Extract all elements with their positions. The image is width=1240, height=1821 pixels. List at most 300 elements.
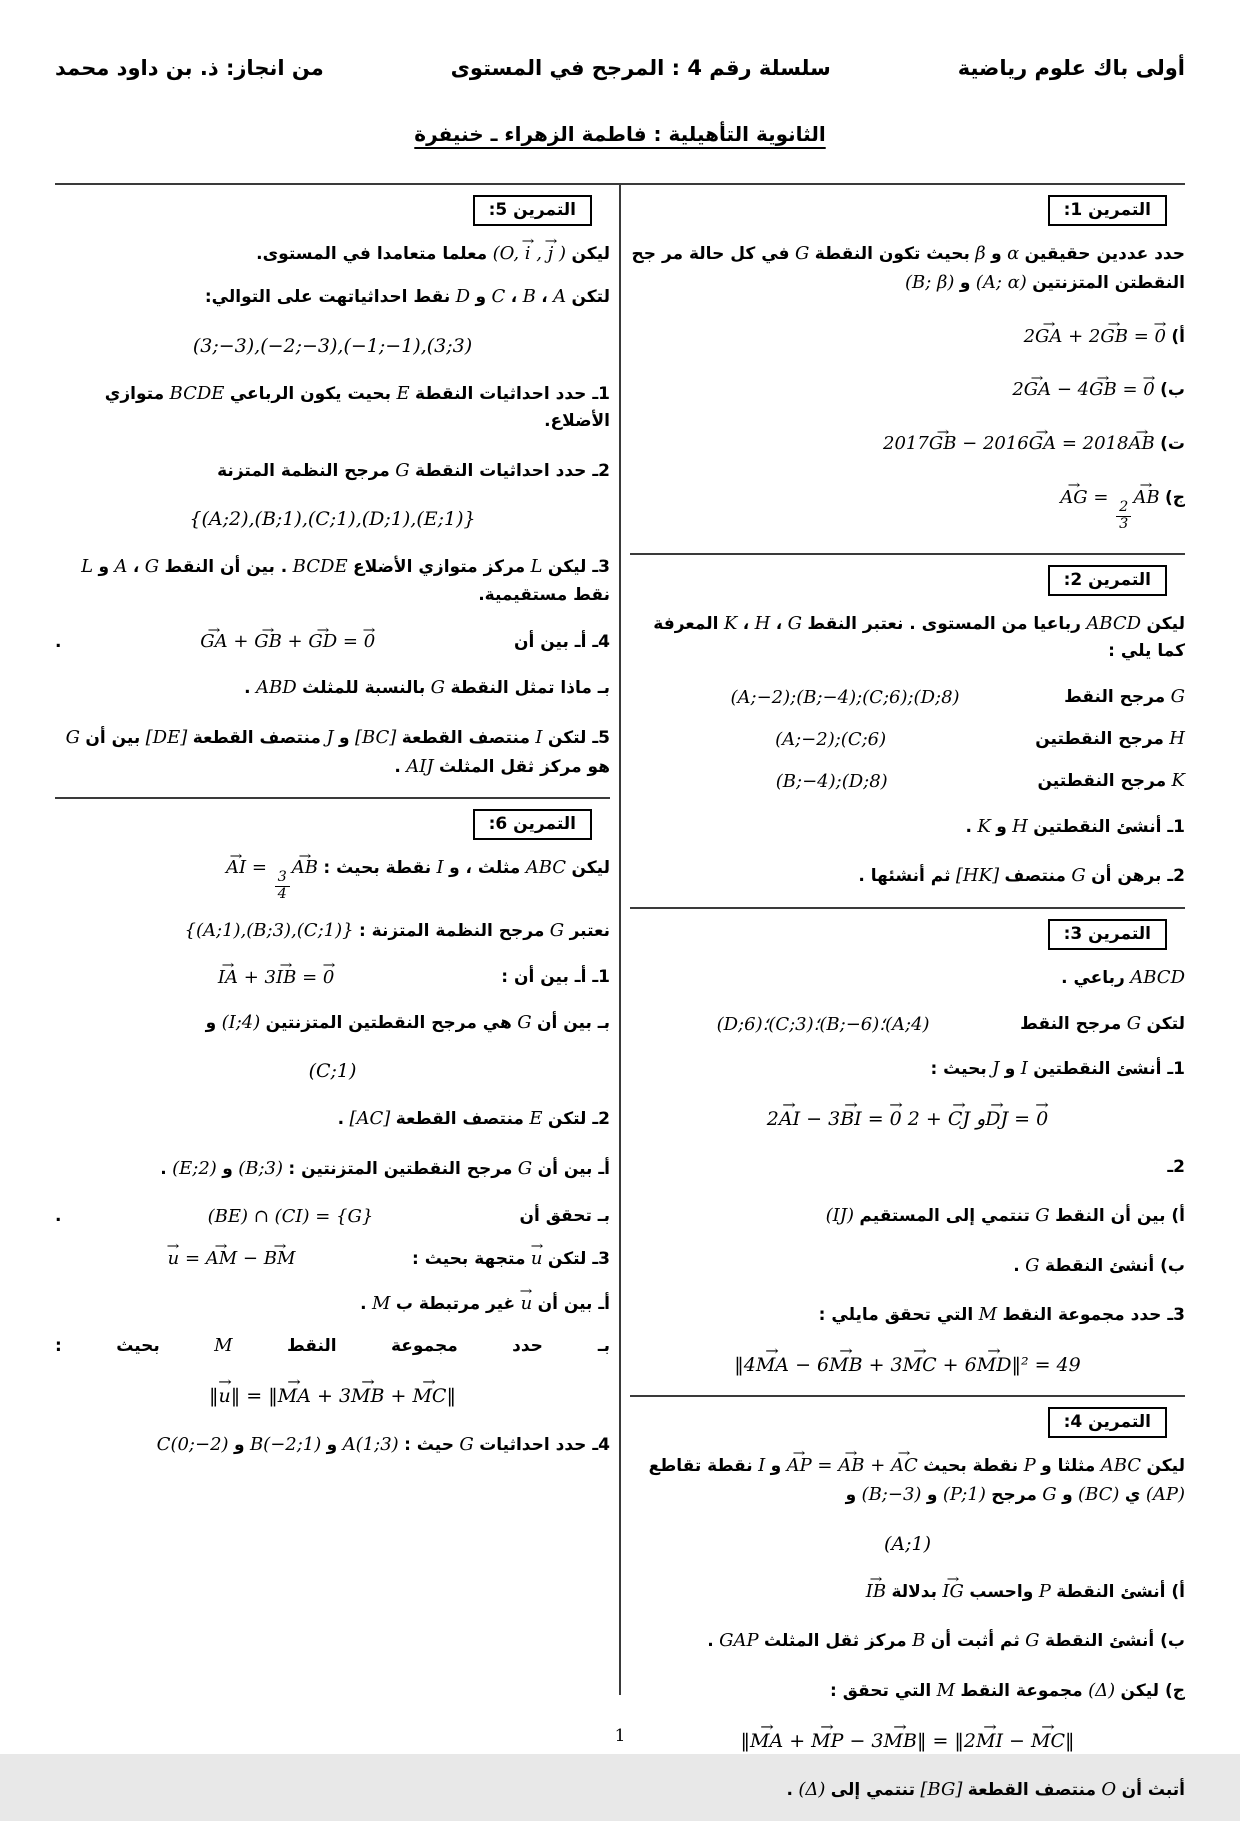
math-expression: ‖→ u‖ = ‖→ MA + 3→ MB + → MC‖: [209, 1385, 456, 1407]
arabic-text: بالنسبة للمثلث: [302, 678, 426, 699]
math-expression: B: [522, 285, 536, 307]
arabic-text: ليكن: [1146, 1456, 1185, 1477]
exercise-line: [630, 1247, 1185, 1281]
math-expression: I: [1020, 1057, 1028, 1079]
math-expression: G: [517, 1011, 532, 1033]
arabic-text: .: [1013, 1255, 1020, 1276]
vector-term: → MA: [756, 1355, 789, 1377]
arabic-text: هي مرجح النقطتين المتزنتين: [265, 1012, 512, 1033]
arabic-text: منتصف القطعة: [401, 727, 530, 748]
arabic-text: 1ـ حدد احداثيات النقطة: [415, 383, 610, 404]
arabic-text: نقط مستقيمية.: [478, 585, 610, 606]
vector-term: → 0: [1155, 327, 1166, 348]
arabic-text: ،: [541, 286, 548, 307]
math-expression: B: [912, 1630, 926, 1652]
formula-line: [630, 1102, 1185, 1131]
arabic-text: 3ـ لتكن: [547, 1248, 610, 1269]
math-expression: α: [1007, 243, 1020, 264]
exercise-line: [630, 1050, 1185, 1084]
arabic-text: 2ـ برهن أن: [1091, 866, 1185, 887]
math-expression: [866, 1581, 886, 1602]
exercise-line: [630, 1672, 1185, 1706]
math-expression: (A;−2);(B;−4);(C;6);(D;8): [730, 686, 960, 708]
arabic-text: ثم أنشئها .: [858, 866, 951, 887]
arabic-text: و: [338, 727, 350, 748]
exercise-line: [55, 235, 610, 269]
math-expression: (BE) ∩ (CI) = {G}: [207, 1205, 374, 1227]
arabic-text: بـ تحقق أن: [519, 1205, 610, 1226]
arabic-text: .: [786, 1779, 793, 1800]
arabic-text: نقطة بحيث: [923, 1456, 1019, 1477]
math-expression: G: [65, 726, 80, 748]
math-expression: J: [326, 726, 334, 748]
exercise-line: [55, 375, 610, 436]
formula-label: [514, 632, 610, 652]
vector-term: → DJ: [985, 1109, 1008, 1131]
fraction-numerator: 3: [275, 870, 290, 887]
vector-term: → MC: [412, 1386, 446, 1408]
vector-term: → AB: [838, 1456, 864, 1477]
vector-term: → GB: [254, 632, 282, 653]
arabic-text: .: [160, 1159, 167, 1180]
arabic-text: بـ حدد: [512, 1336, 611, 1357]
arabic-text: متجهة بحيث :: [412, 1248, 526, 1269]
arabic-text: .: [707, 1631, 714, 1652]
math-expression: 2→ AI − 3→ BI = → 0 و → CJ + 2 → DJ = → 0: [767, 1108, 1048, 1130]
math-expression: G: [1042, 1483, 1057, 1505]
arabic-text: و: [926, 1484, 938, 1505]
math-expression: (A;1): [883, 1532, 932, 1555]
math-expression: M: [371, 1292, 391, 1314]
arabic-text: نعتبر: [569, 921, 610, 942]
arabic-text: ب) أنشئ النقطة: [1044, 1631, 1185, 1652]
arabic-text: أـ بين أن: [537, 1159, 610, 1180]
vector-term: → GB: [1089, 380, 1117, 401]
math-expression: ABD: [256, 677, 297, 699]
exercise-line: [630, 1573, 1185, 1607]
math-expression: L: [530, 556, 543, 578]
math-expression: [BG]: [920, 1778, 963, 1800]
math-expression: G: [549, 920, 565, 942]
arabic-text: 1ـ أنشئ النقطتين: [1033, 1058, 1185, 1079]
arabic-text: .: [55, 1205, 62, 1226]
page-header: [55, 56, 1185, 80]
vector-term: → AC: [891, 1456, 918, 1477]
arabic-text: .: [965, 816, 972, 837]
arabic-text: تنتمي إلى: [830, 1779, 915, 1800]
math-expression: {(A;2),(B;1),(C;1),(D;1),(E;1)}: [189, 508, 476, 531]
vector-term: → GD: [308, 632, 337, 653]
math-expression: G: [459, 1434, 474, 1456]
exercise-line: [630, 371, 1185, 405]
exercise-line: [630, 605, 1185, 666]
arabic-text: .: [244, 678, 251, 699]
arabic-text: و: [1062, 1484, 1073, 1505]
arabic-text: هو مركز ثقل المثلث: [438, 756, 610, 777]
math-expression: G: [1025, 1254, 1040, 1276]
math-expression: (A;−2);(C;6): [775, 728, 887, 750]
math-expression: (BC): [1078, 1483, 1120, 1505]
vector-term: → AB: [1129, 434, 1155, 455]
formula-tail: [55, 1206, 61, 1226]
math-expression: A: [114, 556, 128, 578]
arabic-text: متوازي الأضلاع.: [104, 383, 610, 432]
arabic-text: و: [326, 1435, 338, 1456]
header-author: من انجاز: ذ. بن داود محمد: [55, 56, 324, 80]
arabic-text: و: [996, 816, 1007, 837]
exercise-5: [55, 195, 610, 781]
exercise-line: [630, 235, 1185, 298]
arabic-text: بدلالة: [891, 1581, 938, 1602]
labeled-formula-line: [55, 961, 610, 989]
vector-term: → BM: [264, 1249, 296, 1270]
math-expression: 2→ GA + 2→ GB = → 0: [1024, 326, 1166, 347]
formula-center: [55, 1247, 408, 1270]
math-expression: (B; β): [904, 271, 955, 293]
formula-label: [1037, 770, 1185, 791]
formula-line: [630, 1528, 1185, 1555]
vector-term: → 0: [323, 968, 334, 989]
arabic-text: حدد عددين حقيقين: [1024, 244, 1185, 264]
math-expression: → AI = $\frac{3}{4}$ → AB: [226, 857, 318, 878]
exercise-line: [55, 1150, 610, 1184]
formula-center: [65, 1205, 515, 1227]
arabic-text: مرجح النقط: [1020, 1014, 1122, 1035]
arabic-text: بحيت يكون الرباعي: [229, 383, 392, 404]
vector-term: → IB: [866, 1582, 886, 1603]
exercise-title-wrap: [630, 565, 1167, 596]
arabic-text: مرجح النقطتين المتزنتين :: [288, 1159, 513, 1180]
arabic-text: و: [991, 244, 1002, 264]
math-expression: L: [81, 556, 94, 578]
math-expression: G: [430, 677, 446, 699]
exercise-line: [630, 1197, 1185, 1231]
math-expression: M: [936, 1680, 956, 1702]
arabic-text: ليكن: [571, 244, 610, 264]
arabic-text: ،: [775, 613, 783, 634]
formula-center: [65, 630, 510, 653]
math-expression: H: [754, 612, 771, 634]
vector-term: → MC: [1031, 1731, 1065, 1753]
arabic-text: و: [959, 272, 971, 293]
arabic-text: المعرفة كما يلي :: [653, 613, 1185, 662]
math-expression: → AP = → AB + → AC: [787, 1455, 918, 1476]
vector-term: → 0: [364, 632, 375, 653]
formula-label: [501, 967, 610, 987]
formula-label: [1020, 1013, 1185, 1034]
math-expression: K: [723, 612, 738, 634]
math-expression: P: [1038, 1580, 1051, 1602]
math-expression: H: [1012, 815, 1028, 837]
vector-term: → MA: [750, 1731, 783, 1753]
labeled-formula-line: [630, 681, 1185, 708]
math-expression: J: [992, 1057, 1000, 1079]
arabic-text: 4ـ أـ بين أن: [513, 631, 610, 652]
math-expression: G: [517, 1158, 533, 1180]
arabic-text: :: [55, 1336, 62, 1357]
arabic-text: 3ـ ليكن: [547, 557, 610, 578]
math-expression: G: [1025, 1630, 1040, 1652]
exercise-line: [630, 1149, 1185, 1181]
math-expression: → u = → AM − → BM: [168, 1248, 296, 1269]
arabic-text: 3ـ حدد مجموعة النقط: [1002, 1305, 1185, 1326]
math-expression: G: [787, 612, 803, 634]
arabic-text: منتصف: [1004, 866, 1066, 887]
formula-line: [55, 1379, 610, 1408]
formula-line: [55, 1055, 610, 1082]
exercise-line: [630, 1296, 1185, 1330]
arabic-text: مركز متوازي الأضلاع: [352, 557, 526, 578]
vector-term: → MD: [977, 1355, 1012, 1377]
exercise-title: التمرين 4:: [1048, 1407, 1167, 1438]
labeled-formula-line: [630, 1008, 1185, 1035]
vector-term: → GA: [200, 632, 227, 653]
arabic-text: بـ بين أن: [537, 1012, 610, 1033]
arabic-text: بحيث: [116, 1336, 160, 1357]
arabic-text: ،: [510, 286, 518, 307]
exercise-3: [630, 919, 1185, 1377]
math-expression: BCDE: [169, 382, 225, 404]
arabic-text: بحيث :: [930, 1058, 987, 1079]
vector-term: → MB: [884, 1731, 917, 1753]
math-expression: → AG = $\frac{2}{3}$ → AB: [1060, 487, 1159, 508]
exercise-line: [55, 278, 610, 312]
arabic-text: 5ـ لتكن: [547, 727, 610, 748]
arabic-text: مجموعة النقط: [960, 1681, 1083, 1702]
arabic-text: بين أن: [85, 727, 141, 748]
math-expression: ABC: [1100, 1455, 1142, 1477]
exercise-line: [630, 1622, 1185, 1656]
arabic-text: .: [394, 756, 401, 777]
exercise-title: التمرين 5:: [473, 195, 592, 226]
fraction-numerator: 2: [1116, 500, 1131, 517]
math-expression: BCDE: [292, 556, 348, 578]
school-name: الثانوية التأهيلية : فاطمة الزهراء ـ خنيفرة: [414, 122, 826, 146]
math-expression: E: [529, 1108, 543, 1130]
math-expression: 2017→ GB − 2016→ GA = 2018→ AB: [883, 433, 1155, 454]
arabic-text: نقط احداثياتهت على التوالي:: [204, 286, 451, 307]
vector-term: → 0: [1036, 1109, 1048, 1131]
math-expression: G: [1035, 1204, 1050, 1226]
math-expression: D: [455, 285, 471, 307]
exercise-line: [55, 669, 610, 703]
exercise-title: التمرين 2:: [1048, 565, 1167, 596]
exercise-title-wrap: [55, 809, 592, 840]
formula-center: [630, 728, 1031, 750]
math-expression: → IA + 3→ IB = → 0: [218, 967, 334, 988]
arabic-text: في كل حالة مر جح النقطتن المتزنتين: [631, 244, 1185, 293]
math-expression: 2→ GA − 4→ GB = → 0: [1012, 379, 1154, 400]
exercise-line: [630, 857, 1185, 891]
math-expression: (I;4): [221, 1011, 261, 1033]
fraction-denominator: 3: [1119, 515, 1129, 532]
math-expression: (B;3): [238, 1158, 283, 1180]
arabic-text: ي: [1124, 1484, 1141, 1505]
math-expression: I: [535, 726, 543, 748]
math-expression: C: [491, 285, 506, 307]
vector-term: → GB: [1100, 327, 1128, 348]
exercise-2: [630, 565, 1185, 892]
arabic-text: نقطة تقاطع: [648, 1456, 753, 1477]
arabic-text: مرجح النقط: [1064, 687, 1166, 708]
math-expression: ‖4→ MA − 6→ MB + 3→ MC + 6→ MD‖² = 49: [734, 1354, 1080, 1376]
arabic-text: 2ـ لتكن: [547, 1109, 610, 1130]
arabic-text: بحيث تكون النقطة: [814, 244, 970, 264]
arabic-text: مثلثا و: [1041, 1456, 1096, 1477]
math-expression: (P;1): [942, 1483, 986, 1505]
math-expression: (Δ): [1088, 1680, 1116, 1702]
arabic-text: ليكن: [1146, 613, 1185, 634]
vector-term: → AI: [779, 1109, 800, 1131]
math-expression: O: [1101, 1778, 1117, 1800]
arabic-text: لتكن: [571, 286, 610, 307]
header-series-title: سلسلة رقم 4 : المرجح في المستوى: [450, 56, 831, 80]
arabic-text: ،: [132, 557, 140, 578]
math-expression: ABC: [525, 857, 567, 879]
vector-term: → GB: [929, 434, 957, 455]
arabic-text: .: [337, 1109, 345, 1130]
math-expression: (C;1): [308, 1060, 357, 1083]
exercise-line: [630, 318, 1185, 352]
math-expression: M: [214, 1335, 233, 1357]
vector-term: → AI: [226, 858, 246, 879]
arabic-text: حيث :: [404, 1435, 454, 1456]
exercise-line: [630, 808, 1185, 842]
arabic-text: 4ـ حدد احداثيات: [479, 1435, 610, 1456]
arabic-text: ،: [742, 613, 750, 634]
labeled-formula-line: [55, 625, 610, 653]
exercise-line: [55, 1426, 610, 1460]
arabic-text: التي تحقق :: [829, 1681, 932, 1702]
arabic-text: و: [222, 1159, 233, 1180]
math-expression: (B;−4);(D;8): [775, 770, 888, 792]
formula-center: [630, 686, 1060, 708]
arabic-text: مرجح النظمة المتزنة: [217, 460, 390, 481]
arabic-text: رباعيا من المستوى . نعتبر النقط: [807, 613, 1081, 634]
exercise-line: [55, 719, 610, 782]
exercise-line: [55, 1285, 610, 1319]
formula-tail: [55, 632, 61, 652]
vector-term: → u: [168, 1249, 180, 1270]
formula-line: [630, 1348, 1185, 1377]
math-expression: [AC]: [349, 1108, 391, 1130]
math-expression: (IJ): [825, 1204, 855, 1226]
math-expression: {(A;1),(B;3),(C;1)}: [184, 920, 354, 942]
arabic-text: و: [205, 1012, 217, 1033]
vector-term: → BI: [840, 1109, 861, 1131]
arabic-text: و: [1004, 1058, 1016, 1079]
arabic-text: معلما متعامدا في المستوى.: [256, 244, 488, 264]
formula-center: [630, 1013, 1016, 1035]
arabic-text: لتكن: [1146, 1014, 1185, 1035]
math-expression: [942, 1581, 964, 1602]
vector-term: → AB: [1133, 488, 1159, 509]
math-expression: [521, 1293, 533, 1314]
math-expression: [531, 1248, 543, 1269]
arabic-text: 1ـ أنشئ النقطتين: [1033, 816, 1185, 837]
math-expression: I: [436, 857, 444, 879]
arabic-text: ج): [1164, 487, 1185, 508]
exercise-line: [630, 959, 1185, 993]
arabic-text: .: [360, 1293, 367, 1314]
labeled-formula-line: [630, 765, 1185, 792]
math-expression: ABCD: [1086, 612, 1142, 634]
math-expression: G: [144, 556, 160, 578]
formula-line: [55, 503, 610, 530]
arabic-text: نقطة بحيث :: [323, 858, 432, 879]
vector-term: → MC: [903, 1355, 937, 1377]
formula-label: [412, 1247, 610, 1270]
vector-term: → IB: [276, 968, 296, 989]
arabic-text: ت): [1160, 434, 1185, 455]
column-divider: [619, 183, 621, 1695]
section-divider: [55, 797, 610, 799]
math-expression: (A;4)؛(B;−6)؛(C;3)؛(D;6): [716, 1013, 930, 1035]
exercise-line: [630, 1771, 1185, 1805]
arabic-text: التي تحقق مايلي :: [818, 1305, 974, 1326]
math-expression: K: [977, 815, 991, 837]
arabic-text: و: [845, 1484, 857, 1505]
math-expression: ABCD: [1130, 967, 1185, 989]
exercise-title: التمرين 6:: [473, 809, 592, 840]
math-expression: (3;−3),(−2;−3),(−1;−1),(3;3): [192, 334, 473, 357]
arabic-text: تنتمي إلى المستقيم: [859, 1205, 1030, 1226]
math-expression: (AP): [1145, 1483, 1185, 1505]
math-expression: C(0;−2): [156, 1434, 229, 1456]
math-expression: G: [395, 459, 410, 481]
math-expression: E: [396, 382, 410, 404]
vector-term: → AG: [1060, 488, 1087, 509]
arabic-text: ب) أنشئ النقطة: [1044, 1255, 1185, 1276]
math-expression: G: [1071, 865, 1086, 887]
math-expression: A(1;3): [342, 1434, 399, 1456]
math-expression: ‖→ MA + → MP − 3→ MB‖ = ‖2→ MI − → MC‖: [740, 1730, 1074, 1752]
arabic-text: .: [55, 631, 62, 652]
exercise-1: [630, 195, 1185, 533]
exercise-title: التمرين 3:: [1048, 919, 1167, 950]
formula-label: [1035, 728, 1185, 749]
arabic-text: ج) ليكن: [1120, 1681, 1185, 1702]
exercise-line: [55, 912, 610, 946]
arabic-text: مجموعة: [390, 1336, 458, 1357]
arabic-text: منتصف القطعة: [192, 727, 321, 748]
math-expression: B(−2;1): [249, 1434, 322, 1456]
arabic-text: واحسب: [969, 1581, 1034, 1602]
math-expression: AIJ: [406, 755, 434, 777]
vector-term: → 0: [1143, 380, 1154, 401]
arabic-text: و: [98, 557, 110, 578]
vector-term: → AP: [787, 1456, 812, 1477]
arabic-text: أتبث أن: [1121, 1779, 1185, 1800]
exercise-line: [55, 1100, 610, 1134]
section-divider: [630, 907, 1185, 909]
exercise-line: [630, 479, 1185, 533]
math-expression: P: [1023, 1455, 1036, 1477]
math-expression: [BC]: [354, 726, 397, 748]
header-level: أولى باك علوم رياضية: [957, 56, 1185, 80]
vector-term: → MI: [976, 1731, 1003, 1753]
math-expression: A: [553, 285, 567, 307]
arabic-text: منتصف القطعة: [395, 1109, 524, 1130]
math-expression: [DE]: [145, 726, 188, 748]
arabic-text: أ) أنشئ النقطة: [1056, 1581, 1185, 1602]
arabic-text: مثلث ، و: [449, 858, 521, 879]
math-expression: (B;−3): [861, 1483, 922, 1505]
exercise-line: [55, 548, 610, 609]
labeled-formula-line: [55, 1200, 610, 1227]
arabic-text: غير مرتبطة ب: [395, 1293, 516, 1314]
vector-term: → MA: [278, 1386, 311, 1408]
